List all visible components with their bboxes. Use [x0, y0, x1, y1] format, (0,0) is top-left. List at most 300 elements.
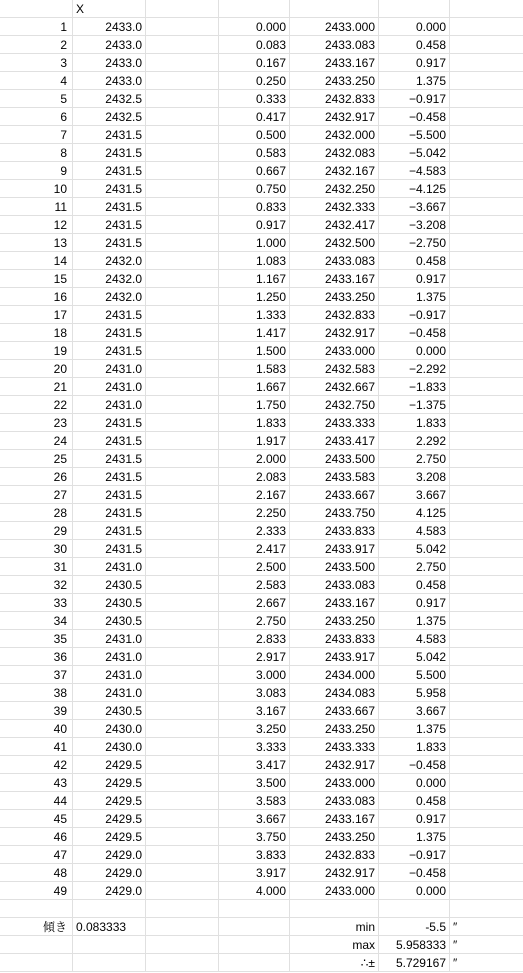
max-value[interactable]: 5.958333	[379, 936, 450, 954]
cell-empty[interactable]	[450, 558, 523, 576]
t-value[interactable]: 4.000	[219, 882, 290, 900]
row-number[interactable]: 10	[0, 180, 73, 198]
cell-empty[interactable]	[146, 792, 219, 810]
fit-value[interactable]: 2433.250	[290, 828, 379, 846]
deviation-value[interactable]: 2.292	[379, 432, 450, 450]
x-value[interactable]: 2431.5	[73, 216, 146, 234]
cell-empty[interactable]	[146, 234, 219, 252]
x-value[interactable]: 2430.0	[73, 738, 146, 756]
deviation-value[interactable]: 1.375	[379, 828, 450, 846]
cell-empty[interactable]	[450, 774, 523, 792]
fit-value[interactable]: 2433.083	[290, 576, 379, 594]
cell-empty[interactable]	[450, 702, 523, 720]
row-number[interactable]: 28	[0, 504, 73, 522]
deviation-value[interactable]: −3.667	[379, 198, 450, 216]
deviation-value[interactable]: −4.125	[379, 180, 450, 198]
cell-g1[interactable]	[450, 0, 523, 18]
deviation-value[interactable]: 1.833	[379, 738, 450, 756]
cell-e1[interactable]	[290, 0, 379, 18]
deviation-value[interactable]: 1.833	[379, 414, 450, 432]
cell-empty[interactable]	[450, 594, 523, 612]
deviation-value[interactable]: 0.458	[379, 36, 450, 54]
deviation-value[interactable]: −0.458	[379, 756, 450, 774]
cell-empty[interactable]	[146, 288, 219, 306]
cell-empty[interactable]	[450, 666, 523, 684]
cell-empty[interactable]	[146, 720, 219, 738]
row-number[interactable]: 34	[0, 612, 73, 630]
cell-empty[interactable]	[146, 522, 219, 540]
fit-value[interactable]: 2432.917	[290, 756, 379, 774]
x-value[interactable]: 2431.5	[73, 180, 146, 198]
t-value[interactable]: 0.333	[219, 90, 290, 108]
row-number[interactable]: 29	[0, 522, 73, 540]
cell-empty[interactable]	[450, 414, 523, 432]
row-number[interactable]: 37	[0, 666, 73, 684]
max-label[interactable]: max	[290, 936, 379, 954]
cell-empty[interactable]	[450, 504, 523, 522]
deviation-value[interactable]: 0.917	[379, 270, 450, 288]
x-value[interactable]: 2433.0	[73, 36, 146, 54]
x-value[interactable]: 2431.5	[73, 342, 146, 360]
fit-value[interactable]: 2433.333	[290, 414, 379, 432]
row-number[interactable]: 13	[0, 234, 73, 252]
x-value[interactable]: 2433.0	[73, 72, 146, 90]
slope-value[interactable]: 0.083333	[73, 918, 146, 936]
fit-value[interactable]: 2433.833	[290, 630, 379, 648]
deviation-value[interactable]: −0.458	[379, 864, 450, 882]
x-value[interactable]: 2430.5	[73, 576, 146, 594]
deviation-value[interactable]: 0.458	[379, 252, 450, 270]
row-number[interactable]: 27	[0, 486, 73, 504]
cell-empty[interactable]	[450, 198, 523, 216]
t-value[interactable]: 1.167	[219, 270, 290, 288]
max-unit[interactable]: ″	[453, 938, 458, 952]
deviation-value[interactable]: 1.375	[379, 72, 450, 90]
x-value[interactable]: 2433.0	[73, 54, 146, 72]
cell-empty[interactable]	[450, 288, 523, 306]
row-number[interactable]: 21	[0, 378, 73, 396]
cell-empty[interactable]	[146, 846, 219, 864]
fit-value[interactable]: 2434.000	[290, 666, 379, 684]
cell-empty[interactable]	[146, 756, 219, 774]
cell-empty[interactable]	[450, 738, 523, 756]
x-value[interactable]: 2431.0	[73, 630, 146, 648]
x-value[interactable]: 2430.5	[73, 612, 146, 630]
row-number[interactable]: 14	[0, 252, 73, 270]
t-value[interactable]: 2.250	[219, 504, 290, 522]
cell-empty[interactable]	[146, 486, 219, 504]
fit-value[interactable]: 2432.667	[290, 378, 379, 396]
deviation-value[interactable]: −1.375	[379, 396, 450, 414]
t-value[interactable]: 1.417	[219, 324, 290, 342]
t-value[interactable]: 2.500	[219, 558, 290, 576]
cell-empty[interactable]	[219, 954, 290, 972]
row-number[interactable]: 17	[0, 306, 73, 324]
cell-empty[interactable]	[450, 540, 523, 558]
t-value[interactable]: 2.083	[219, 468, 290, 486]
cell-empty[interactable]	[219, 918, 290, 936]
cell-empty[interactable]	[146, 162, 219, 180]
deviation-value[interactable]: 2.750	[379, 450, 450, 468]
cell-empty[interactable]	[146, 576, 219, 594]
x-value[interactable]: 2430.0	[73, 720, 146, 738]
deviation-value[interactable]: 0.000	[379, 18, 450, 36]
cell-empty[interactable]	[146, 396, 219, 414]
x-value[interactable]: 2429.5	[73, 774, 146, 792]
row-number[interactable]: 46	[0, 828, 73, 846]
pm-value[interactable]: 5.729167	[379, 954, 450, 972]
fit-value[interactable]: 2432.000	[290, 126, 379, 144]
cell-empty[interactable]	[146, 828, 219, 846]
t-value[interactable]: 0.583	[219, 144, 290, 162]
t-value[interactable]: 3.917	[219, 864, 290, 882]
cell-empty[interactable]	[450, 450, 523, 468]
cell-d1[interactable]	[219, 0, 290, 18]
x-value[interactable]: 2431.5	[73, 198, 146, 216]
x-value[interactable]: 2429.0	[73, 882, 146, 900]
cell-empty[interactable]	[450, 648, 523, 666]
cell-empty[interactable]	[146, 180, 219, 198]
x-value[interactable]: 2431.0	[73, 684, 146, 702]
t-value[interactable]: 1.750	[219, 396, 290, 414]
deviation-value[interactable]: −4.583	[379, 162, 450, 180]
t-value[interactable]: 3.000	[219, 666, 290, 684]
row-number[interactable]: 43	[0, 774, 73, 792]
fit-value[interactable]: 2433.833	[290, 522, 379, 540]
cell-empty[interactable]	[290, 900, 379, 918]
t-value[interactable]: 1.333	[219, 306, 290, 324]
cell-empty[interactable]	[146, 198, 219, 216]
deviation-value[interactable]: −5.500	[379, 126, 450, 144]
t-value[interactable]: 3.667	[219, 810, 290, 828]
cell-empty[interactable]	[146, 954, 219, 972]
x-value[interactable]: 2431.5	[73, 486, 146, 504]
row-number[interactable]: 39	[0, 702, 73, 720]
x-value[interactable]: 2430.5	[73, 702, 146, 720]
t-value[interactable]: 1.667	[219, 378, 290, 396]
x-value[interactable]: 2431.5	[73, 162, 146, 180]
cell-empty[interactable]	[146, 864, 219, 882]
x-value[interactable]: 2431.5	[73, 324, 146, 342]
row-number[interactable]: 44	[0, 792, 73, 810]
cell-empty[interactable]	[0, 954, 73, 972]
x-value[interactable]: 2431.5	[73, 126, 146, 144]
fit-value[interactable]: 2433.917	[290, 540, 379, 558]
cell-empty[interactable]	[450, 396, 523, 414]
x-value[interactable]: 2431.5	[73, 306, 146, 324]
row-number[interactable]: 11	[0, 198, 73, 216]
row-number[interactable]: 2	[0, 36, 73, 54]
deviation-value[interactable]: 5.500	[379, 666, 450, 684]
x-value[interactable]: 2431.5	[73, 504, 146, 522]
cell-empty[interactable]	[450, 18, 523, 36]
cell-empty[interactable]	[450, 180, 523, 198]
row-number[interactable]: 25	[0, 450, 73, 468]
t-value[interactable]: 3.583	[219, 792, 290, 810]
cell-empty[interactable]	[450, 108, 523, 126]
cell-empty[interactable]	[450, 756, 523, 774]
fit-value[interactable]: 2432.333	[290, 198, 379, 216]
x-value[interactable]: 2432.0	[73, 252, 146, 270]
cell-empty[interactable]	[450, 216, 523, 234]
fit-value[interactable]: 2432.833	[290, 306, 379, 324]
row-number[interactable]: 15	[0, 270, 73, 288]
min-value[interactable]: -5.5	[379, 918, 450, 936]
fit-value[interactable]: 2433.083	[290, 792, 379, 810]
x-value[interactable]: 2429.5	[73, 810, 146, 828]
x-value[interactable]: 2429.5	[73, 756, 146, 774]
cell-empty[interactable]	[450, 144, 523, 162]
row-number[interactable]: 49	[0, 882, 73, 900]
x-value[interactable]: 2431.5	[73, 144, 146, 162]
t-value[interactable]: 2.417	[219, 540, 290, 558]
t-value[interactable]: 2.583	[219, 576, 290, 594]
cell-empty[interactable]	[450, 378, 523, 396]
deviation-value[interactable]: −0.917	[379, 90, 450, 108]
fit-value[interactable]: 2432.833	[290, 846, 379, 864]
t-value[interactable]: 0.083	[219, 36, 290, 54]
deviation-value[interactable]: −0.458	[379, 324, 450, 342]
row-number[interactable]: 4	[0, 72, 73, 90]
cell-empty[interactable]	[146, 702, 219, 720]
cell-empty[interactable]	[146, 612, 219, 630]
deviation-value[interactable]: 0.000	[379, 882, 450, 900]
fit-value[interactable]: 2433.167	[290, 54, 379, 72]
deviation-value[interactable]: 0.000	[379, 774, 450, 792]
row-number[interactable]: 32	[0, 576, 73, 594]
deviation-value[interactable]: 0.917	[379, 810, 450, 828]
deviation-value[interactable]: 1.375	[379, 720, 450, 738]
row-number[interactable]: 5	[0, 90, 73, 108]
x-value[interactable]: 2431.5	[73, 522, 146, 540]
cell-empty[interactable]	[450, 468, 523, 486]
x-value[interactable]: 2429.5	[73, 828, 146, 846]
deviation-value[interactable]: 5.958	[379, 684, 450, 702]
t-value[interactable]: 0.500	[219, 126, 290, 144]
cell-empty[interactable]	[450, 306, 523, 324]
fit-value[interactable]: 2432.583	[290, 360, 379, 378]
cell-empty[interactable]	[146, 666, 219, 684]
x-value[interactable]: 2431.5	[73, 234, 146, 252]
cell-a1[interactable]	[0, 0, 73, 18]
cell-empty[interactable]	[146, 936, 219, 954]
row-number[interactable]: 24	[0, 432, 73, 450]
fit-value[interactable]: 2433.667	[290, 486, 379, 504]
t-value[interactable]: 2.333	[219, 522, 290, 540]
x-value[interactable]: 2429.0	[73, 846, 146, 864]
cell-empty[interactable]	[450, 792, 523, 810]
cell-empty[interactable]	[146, 270, 219, 288]
deviation-value[interactable]: −2.292	[379, 360, 450, 378]
min-unit[interactable]: ″	[453, 920, 458, 934]
x-value[interactable]: 2431.0	[73, 396, 146, 414]
fit-value[interactable]: 2433.667	[290, 702, 379, 720]
cell-empty[interactable]	[146, 90, 219, 108]
deviation-value[interactable]: 3.667	[379, 486, 450, 504]
t-value[interactable]: 3.750	[219, 828, 290, 846]
x-value[interactable]: 2432.5	[73, 90, 146, 108]
cell-empty[interactable]	[146, 738, 219, 756]
cell-empty[interactable]	[450, 522, 523, 540]
cell-empty[interactable]	[146, 504, 219, 522]
cell-empty[interactable]	[450, 270, 523, 288]
row-number[interactable]: 35	[0, 630, 73, 648]
row-number[interactable]: 42	[0, 756, 73, 774]
cell-empty[interactable]	[146, 432, 219, 450]
cell-empty[interactable]	[146, 306, 219, 324]
cell-empty[interactable]	[146, 450, 219, 468]
x-value[interactable]: 2430.5	[73, 594, 146, 612]
t-value[interactable]: 3.833	[219, 846, 290, 864]
t-value[interactable]: 1.000	[219, 234, 290, 252]
fit-value[interactable]: 2433.500	[290, 558, 379, 576]
x-value[interactable]: 2431.0	[73, 648, 146, 666]
min-label[interactable]: min	[290, 918, 379, 936]
deviation-value[interactable]: 5.042	[379, 540, 450, 558]
deviation-value[interactable]: −5.042	[379, 144, 450, 162]
cell-empty[interactable]	[146, 252, 219, 270]
fit-value[interactable]: 2433.583	[290, 468, 379, 486]
cell-empty[interactable]	[146, 144, 219, 162]
cell-empty[interactable]	[146, 918, 219, 936]
t-value[interactable]: 0.417	[219, 108, 290, 126]
cell-empty[interactable]	[146, 774, 219, 792]
row-number[interactable]: 31	[0, 558, 73, 576]
fit-value[interactable]: 2433.250	[290, 72, 379, 90]
deviation-value[interactable]: −3.208	[379, 216, 450, 234]
row-number[interactable]: 48	[0, 864, 73, 882]
cell-empty[interactable]	[450, 882, 523, 900]
t-value[interactable]: 3.083	[219, 684, 290, 702]
fit-value[interactable]: 2433.167	[290, 594, 379, 612]
deviation-value[interactable]: 0.458	[379, 576, 450, 594]
t-value[interactable]: 2.167	[219, 486, 290, 504]
x-value[interactable]: 2431.0	[73, 666, 146, 684]
row-number[interactable]: 26	[0, 468, 73, 486]
cell-empty[interactable]	[450, 576, 523, 594]
deviation-value[interactable]: 0.000	[379, 342, 450, 360]
cell-empty[interactable]	[146, 468, 219, 486]
fit-value[interactable]: 2432.750	[290, 396, 379, 414]
t-value[interactable]: 0.250	[219, 72, 290, 90]
cell-empty[interactable]	[146, 126, 219, 144]
cell-empty[interactable]	[450, 684, 523, 702]
row-number[interactable]: 40	[0, 720, 73, 738]
deviation-value[interactable]: −2.750	[379, 234, 450, 252]
row-number[interactable]: 3	[0, 54, 73, 72]
deviation-value[interactable]: 1.375	[379, 612, 450, 630]
t-value[interactable]: 1.917	[219, 432, 290, 450]
row-number[interactable]: 8	[0, 144, 73, 162]
cell-empty[interactable]	[450, 720, 523, 738]
x-value[interactable]: 2431.0	[73, 558, 146, 576]
fit-value[interactable]: 2433.083	[290, 36, 379, 54]
cell-empty[interactable]	[146, 360, 219, 378]
cell-empty[interactable]	[450, 486, 523, 504]
cell-empty[interactable]	[450, 828, 523, 846]
t-value[interactable]: 2.917	[219, 648, 290, 666]
row-number[interactable]: 9	[0, 162, 73, 180]
fit-value[interactable]: 2433.500	[290, 450, 379, 468]
x-value[interactable]: 2431.0	[73, 360, 146, 378]
cell-empty[interactable]	[146, 216, 219, 234]
row-number[interactable]: 1	[0, 18, 73, 36]
x-value[interactable]: 2432.0	[73, 270, 146, 288]
t-value[interactable]: 3.250	[219, 720, 290, 738]
x-value[interactable]: 2431.5	[73, 450, 146, 468]
deviation-value[interactable]: 4.125	[379, 504, 450, 522]
cell-empty[interactable]	[450, 864, 523, 882]
t-value[interactable]: 0.833	[219, 198, 290, 216]
fit-value[interactable]: 2432.917	[290, 108, 379, 126]
cell-empty[interactable]	[450, 342, 523, 360]
cell-empty[interactable]	[73, 936, 146, 954]
deviation-value[interactable]: 1.375	[379, 288, 450, 306]
t-value[interactable]: 2.667	[219, 594, 290, 612]
cell-empty[interactable]	[450, 54, 523, 72]
x-value[interactable]: 2431.5	[73, 432, 146, 450]
fit-value[interactable]: 2432.083	[290, 144, 379, 162]
slope-label[interactable]: 傾き	[0, 918, 73, 936]
cell-empty[interactable]	[450, 846, 523, 864]
fit-value[interactable]: 2432.167	[290, 162, 379, 180]
row-number[interactable]: 12	[0, 216, 73, 234]
cell-empty[interactable]	[450, 90, 523, 108]
cell-empty[interactable]	[146, 108, 219, 126]
t-value[interactable]: 1.833	[219, 414, 290, 432]
t-value[interactable]: 2.750	[219, 612, 290, 630]
t-value[interactable]: 2.000	[219, 450, 290, 468]
t-value[interactable]: 0.167	[219, 54, 290, 72]
fit-value[interactable]: 2432.833	[290, 90, 379, 108]
cell-empty[interactable]	[146, 648, 219, 666]
deviation-value[interactable]: 0.917	[379, 594, 450, 612]
cell-empty[interactable]	[146, 882, 219, 900]
cell-empty[interactable]	[146, 900, 219, 918]
x-value[interactable]: 2432.5	[73, 108, 146, 126]
x-value[interactable]: 2431.5	[73, 540, 146, 558]
cell-empty[interactable]	[450, 252, 523, 270]
fit-value[interactable]: 2432.917	[290, 864, 379, 882]
deviation-value[interactable]: 2.750	[379, 558, 450, 576]
cell-empty[interactable]	[73, 900, 146, 918]
cell-empty[interactable]	[146, 414, 219, 432]
fit-value[interactable]: 2433.917	[290, 648, 379, 666]
row-number[interactable]: 22	[0, 396, 73, 414]
x-value[interactable]: 2433.0	[73, 18, 146, 36]
cell-empty[interactable]	[146, 540, 219, 558]
fit-value[interactable]: 2433.750	[290, 504, 379, 522]
x-value[interactable]: 2431.5	[73, 414, 146, 432]
cell-empty[interactable]	[0, 936, 73, 954]
fit-value[interactable]: 2433.000	[290, 882, 379, 900]
cell-empty[interactable]	[450, 126, 523, 144]
t-value[interactable]: 1.250	[219, 288, 290, 306]
cell-empty[interactable]	[0, 900, 73, 918]
t-value[interactable]: 0.750	[219, 180, 290, 198]
fit-value[interactable]: 2433.000	[290, 774, 379, 792]
cell-empty[interactable]	[146, 18, 219, 36]
column-x-label[interactable]: X	[73, 0, 146, 18]
cell-empty[interactable]	[450, 810, 523, 828]
deviation-value[interactable]: −1.833	[379, 378, 450, 396]
deviation-value[interactable]: 3.667	[379, 702, 450, 720]
deviation-value[interactable]: 0.458	[379, 792, 450, 810]
row-number[interactable]: 45	[0, 810, 73, 828]
deviation-value[interactable]: 3.208	[379, 468, 450, 486]
cell-empty[interactable]	[450, 324, 523, 342]
cell-empty[interactable]	[450, 162, 523, 180]
